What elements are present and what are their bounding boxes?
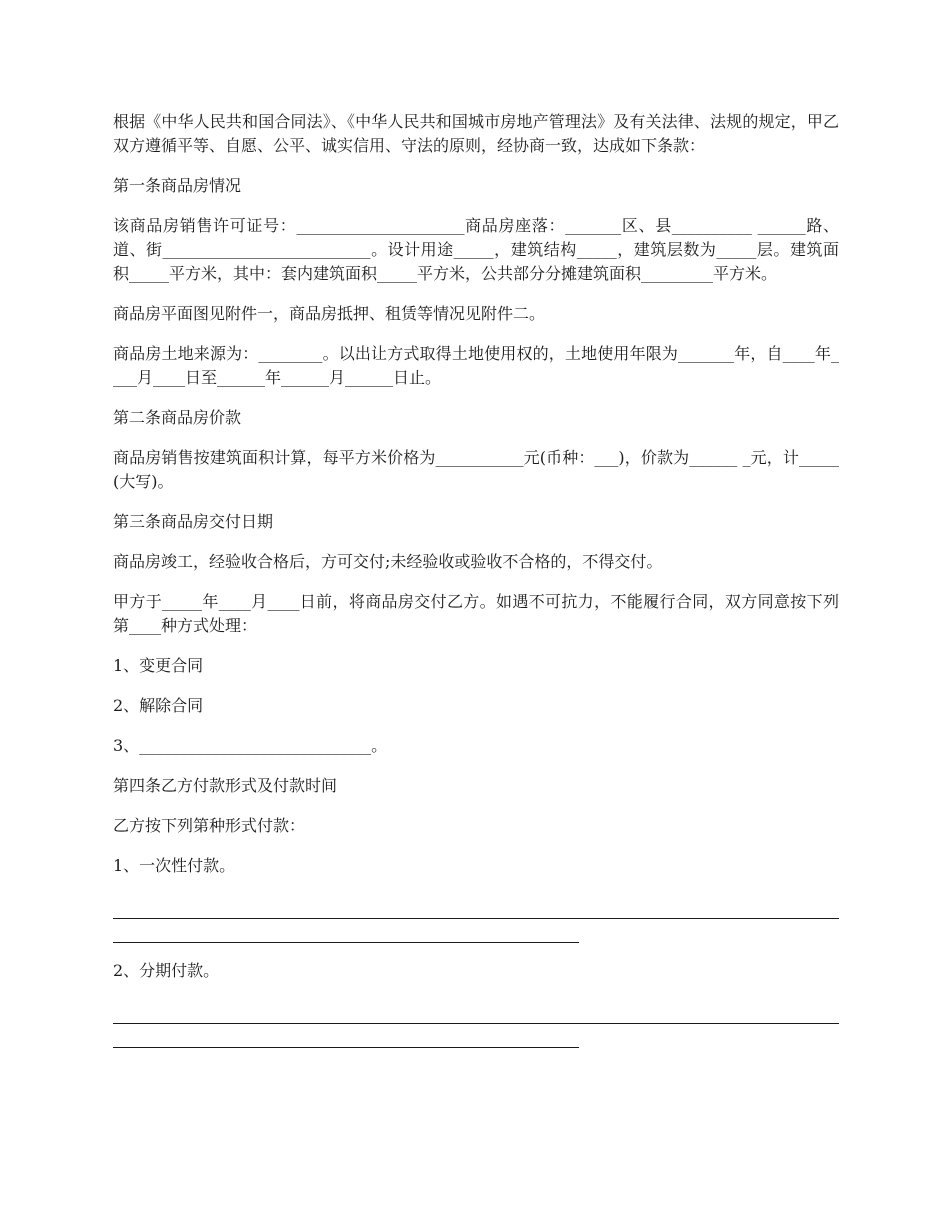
- article-3-acceptance: 商品房竣工，经验收合格后，方可交付;未经验收或验收不合格的，不得交付。: [113, 552, 663, 571]
- article-1-property-details: 该商品房销售许可证号：_____________________商品房座落：_______区、县__________ ______路、道、街__________________________。设计用途_____，建筑结构_____，建筑层数为_____层。建筑面积_____平方米，其中：套内建筑面积_____平方米，公共部分分摊建筑面积_________平方米。: [113, 216, 839, 283]
- article-1-title: 第一条商品房情况: [113, 176, 242, 195]
- article-3-option-3: 3、_____________________________。: [113, 736, 388, 755]
- article-2-title: 第二条商品房价款: [113, 408, 242, 427]
- article-1-attachments: 商品房平面图见附件一，商品房抵押、租赁等情况见附件二。: [113, 304, 546, 323]
- blank-line: [113, 1023, 839, 1024]
- fill-in-lines-1: [113, 894, 839, 943]
- article-3-title: 第三条商品房交付日期: [113, 512, 274, 531]
- article-3-delivery: 甲方于_____年____月____日前，将商品房交付乙方。如遇不可抗力，不能履行合同，双方同意按下列第____种方式处理：: [113, 592, 839, 635]
- fill-in-lines-2: [113, 999, 839, 1048]
- article-4-option-2: 2、分期付款。: [113, 961, 220, 980]
- article-3-option-1: 1、变更合同: [113, 656, 204, 675]
- article-4-intro: 乙方按下列第种形式付款：: [113, 816, 306, 835]
- blank-line: [113, 918, 839, 919]
- article-2-price: 商品房销售按建筑面积计算，每平方米价格为___________元(币种：___)，价款为______ _元，计_____(大写)。: [113, 448, 839, 491]
- article-4-title: 第四条乙方付款形式及付款时间: [113, 776, 338, 795]
- blank-line: [113, 1047, 579, 1048]
- blank-line: [113, 942, 579, 943]
- intro-paragraph: 根据《中华人民共和国合同法》、《中华人民共和国城市房地产管理法》及有关法律、法规的规定，甲乙双方遵循平等、自愿、公平、诚实信用、守法的原则，经协商一致，达成如下条款：: [113, 112, 839, 155]
- article-4-option-1: 1、一次性付款。: [113, 856, 236, 875]
- contract-page: [113, 110, 839, 1064]
- article-3-option-2: 2、解除合同: [113, 696, 204, 715]
- article-1-land-source: 商品房土地来源为：________。以出让方式取得土地使用权的，土地使用年限为_______年，自____年____月____日至______年______月______日止。: [113, 344, 839, 387]
